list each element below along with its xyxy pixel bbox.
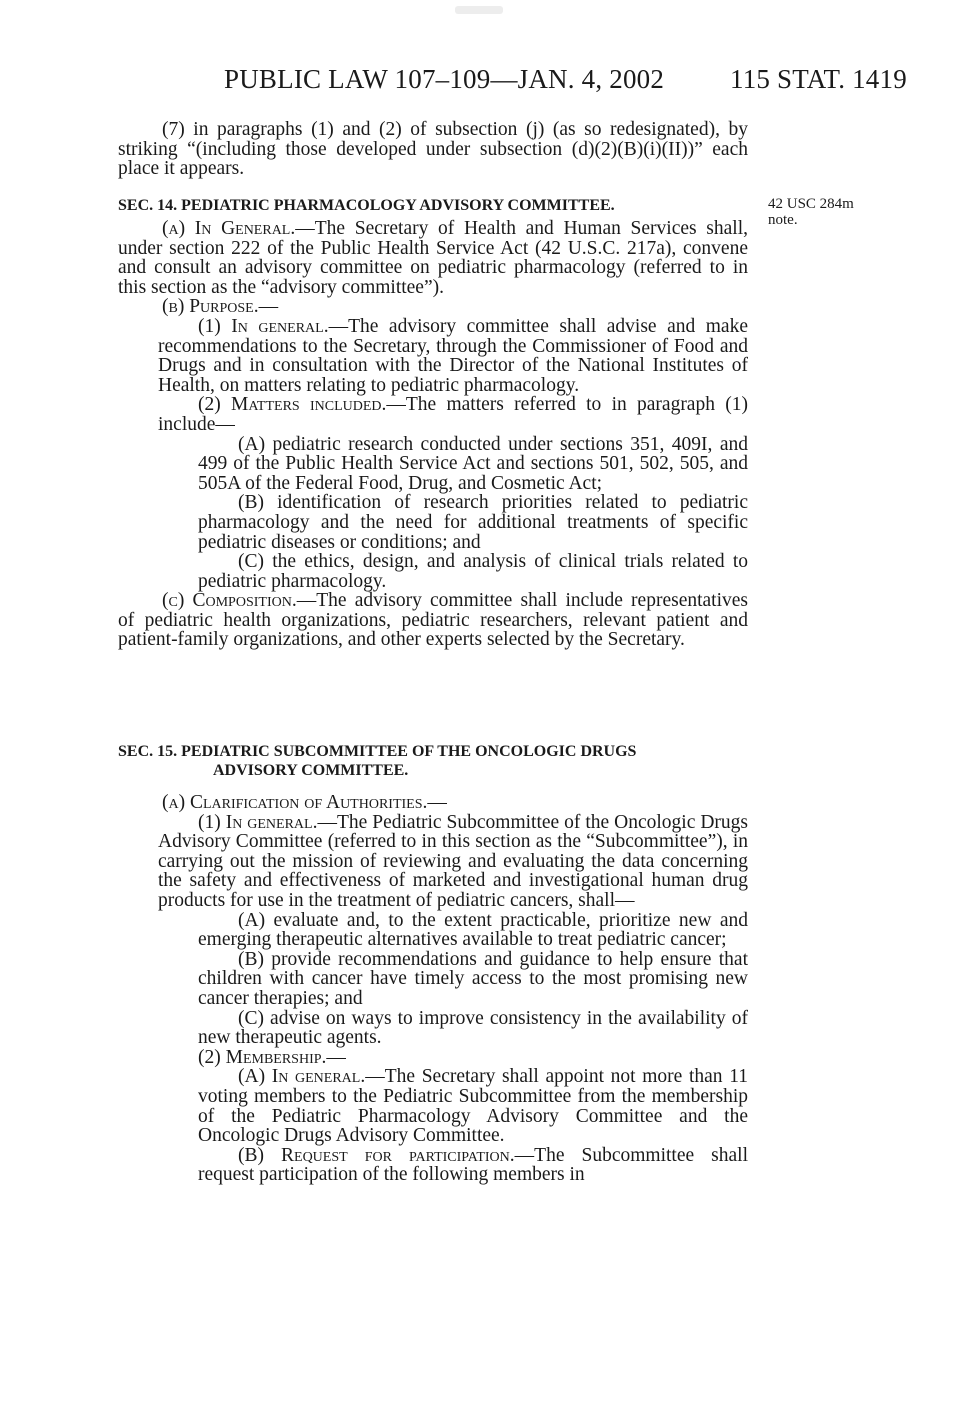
sec15-subsection-a [118,793,748,813]
sec14-b1-text: —The advisory committee shall advise and make recommendations to the Secretary, through the Commissioner of Food and Drugs and in consultation with the Director of the National Institutes of Health, on matters relating to pediatric pharmacology. [158,315,748,396]
sec15-a1-subparagraph-C: (C) advise on ways to improve consistency in the availability of new therapeutic agents. [198,1007,748,1049]
sec15-a1-subparagraph-B: (B) provide recommendations and guidance to help ensure that children with cancer have timely access to the most promising new cancer therapies; and [198,948,748,1009]
sec14-a-text: —The Secretary of Health and Human Services shall, under section 222 of the Public Health Service Act (42 U.S.C. 217a), convene and consult an advisory committee on pediatric pharmacology (referred to in this section as the “advisory committee”). [118,218,749,298]
scan-mark [455,6,503,14]
sec15-a1-subparagraph-A: (A) evaluate and, to the extent practicable, prioritize new and emerging therapeutic alternatives available to treat pediatric cancer; [198,909,748,951]
sec14-b2-subparagraph-A: (A) pediatric research conducted under sections 351, 409I, and 499 of the Public Health Service Act and sections 501, 502, 505, and 505A of the Federal Food, Drug, and Cosmetic Act; [198,433,748,494]
paragraph-7-block [118,120,748,179]
sec14-a-label: (a) In General. [162,218,296,239]
section-15-heading [118,742,748,780]
sec14-b-paragraph-1 [118,317,748,395]
sec15-a2-A-text: —The Secretary shall appoint not more than 11 voting members to the Pediatric Subcommittee from the membership of the Pediatric Pharmacology Advisory Committee and the Oncologic Drugs Advisory Committee. [198,1066,748,1147]
running-header-page: 115 STAT. 1419 [730,64,907,94]
sec14-b-paragraph-2 [118,395,748,434]
sec14-b2-label: (2) Matters included. [198,394,387,416]
sec15-a-paragraph-1 [118,813,748,911]
section-14-heading: SEC. 14. PEDIATRIC PHARMACOLOGY ADVISORY COMMITTEE. [118,197,615,214]
sec14-b-label: (b) Purpose. [162,296,259,318]
sec14-c-label: (c) Composition. [162,590,297,612]
section-15 [118,742,748,1185]
sec15-a1-label: (1) In general. [198,811,318,833]
sec15-a2-subparagraph-B [118,1146,748,1185]
section-14 [118,196,748,650]
running-header-title: PUBLIC LAW 107–109—JAN. 4, 2002 [224,64,665,94]
sec14-b1-label: (1) In general. [198,315,329,337]
section-15-heading-line-1: SEC. 15. PEDIATRIC SUBCOMMITTEE OF THE ONCOLOGIC DRUGS [118,743,637,760]
sec14-c-text: —The advisory committee shall include representatives of pediatric health organizations, pediatric researchers, relevant patient and patient-family organizations, and other experts selected by the Secretary. [118,590,748,651]
sec15-a2-label: (2) Membership. [198,1046,327,1068]
sec14-subsection-c [118,591,748,650]
sec15-a-label: (a) Clarification of Authorities. [162,792,428,813]
sec15-a2-subparagraph-A [118,1067,748,1145]
section-15-heading-line-2: ADVISORY COMMITTEE. [213,762,409,779]
sec14-b2-subparagraph-B: (B) identification of research priorities related to pediatric pharmacology and the need for additional treatments of specific pediatric diseases or conditions; and [198,492,748,553]
sec15-a-text: — [427,792,447,813]
sec14-b-text: — [258,296,279,318]
sec15-a1-text: —The Pediatric Subcommittee of the Oncologic Drugs Advisory Committee (referred to in this section as the “Subcommittee”), in carrying out the mission of reviewing and evaluating the data concerning the safety and effectiveness of marketed and investigational human drug products for use in the treatment of pediatric cancers, shall— [158,811,749,911]
sec14-subsection-a [118,219,748,297]
sec15-a2-text: — [326,1046,346,1068]
paragraph-7: (7) in paragraphs (1) and (2) of subsection (j) (as so redesignated), by striking “(including those developed under subsection (d)(2)(B)(i)(II))” each place it appears. [118,119,748,180]
sec15-a2-B-text: —The Subcommittee shall request participation of the following members in [198,1144,748,1186]
sec14-b2-subparagraph-C: (C) the ethics, design, and analysis of clinical trials related to pediatric pharmacology. [198,551,748,592]
sec15-a2-B-label: (B) Request for participation. [238,1144,515,1166]
sec14-b2-text: —The matters referred to in paragraph (1) include— [158,394,748,435]
sec14-subsection-b [118,297,748,317]
sec15-a-paragraph-2 [118,1048,748,1068]
sec15-a2-A-label: (A) In general. [238,1066,366,1088]
margin-note: 42 USC 284m note. [768,196,854,228]
